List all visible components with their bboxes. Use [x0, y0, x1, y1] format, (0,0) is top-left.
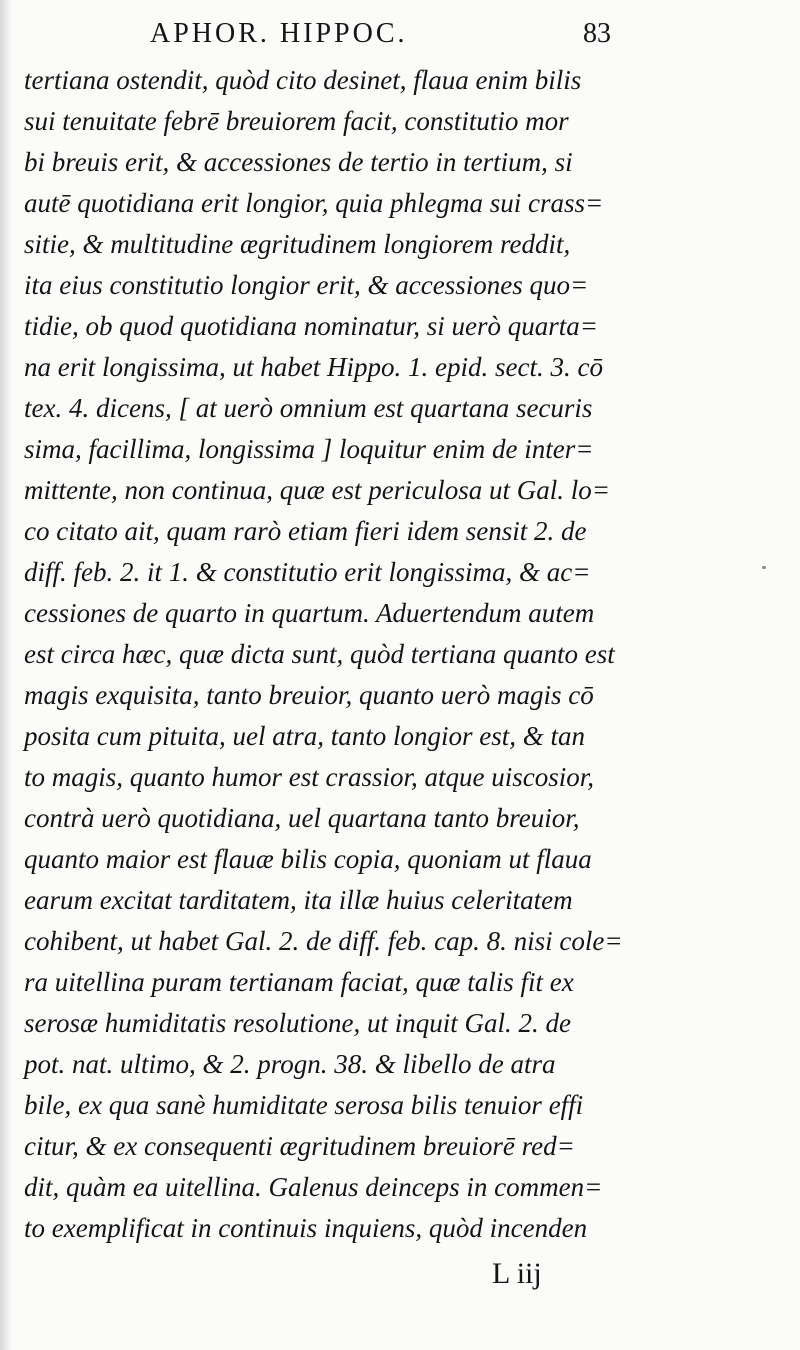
text-line: mittente, non continua, quæ est periculosa ut Gal. lo= — [24, 475, 610, 505]
text-line: serosæ humiditatis resolutione, ut inquit Gal. 2. de — [24, 1008, 572, 1038]
text-line: contrà uerò quotidiana, uel quartana tanto breuior, — [24, 803, 580, 833]
text-line: earum excitat tarditatem, ita illæ huius celeritatem — [24, 885, 573, 915]
running-head: APHOR. HIPPOC. — [150, 18, 408, 49]
text-line: posita cum pituita, uel atra, tanto longior est, & tan — [24, 721, 586, 751]
text-line: ita eius constitutio longior erit, & accessiones quo= — [24, 270, 589, 300]
text-line: cessiones de quarto in quartum. Aduertendum autem — [24, 598, 595, 628]
text-line: autē quotidiana erit longior, quia phlegma sui crass= — [24, 188, 604, 218]
text-line: sima, facillima, longissima ] loquitur enim de inter= — [24, 434, 594, 464]
text-line: bile, ex qua sanè humiditate serosa bilis tenuior effi — [24, 1090, 584, 1120]
signature-mark: L iij — [492, 1257, 542, 1290]
text-line: sui tenuitate febrē breuiorem facit, constitutio mor — [24, 106, 569, 136]
text-line: bi breuis erit, & accessiones de tertio in tertium, si — [24, 147, 573, 177]
text-line: diff. feb. 2. it 1. & constitutio erit longissima, & ac= — [24, 557, 591, 587]
text-line: ra uitellina puram tertianam faciat, quæ talis fit ex — [24, 967, 574, 997]
text-line: dit, quàm ea uitellina. Galenus deinceps in commen= — [24, 1172, 603, 1202]
text-line: na erit longissima, ut habet Hippo. 1. epid. sect. 3. cō — [24, 352, 603, 382]
text-line: sitie, & multitudine ægritudinem longiorem reddit, — [24, 229, 571, 259]
text-line: co citato ait, quam rarò etiam fieri idem sensit 2. de — [24, 516, 587, 546]
text-line: pot. nat. ultimo, & 2. progn. 38. & libello de atra — [24, 1049, 556, 1079]
text-line: to magis, quanto humor est crassior, atque uiscosior, — [24, 762, 595, 792]
text-line: quanto maior est flauæ bilis copia, quoniam ut flaua — [24, 844, 592, 874]
text-line: citur, & ex consequenti ægritudinem breuiorē red= — [24, 1131, 575, 1161]
page-gutter-shadow — [0, 0, 12, 1350]
paper-speck — [762, 566, 766, 569]
text-line: tertiana ostendit, quòd cito desinet, flaua enim bilis — [24, 65, 582, 95]
text-line: magis exquisita, tanto breuior, quanto uerò magis cō — [24, 680, 594, 710]
text-line: cohibent, ut habet Gal. 2. de diff. feb. cap. 8. nisi cole= — [24, 926, 623, 956]
text-line: est circa hæc, quæ dicta sunt, quòd tertiana quanto est — [24, 639, 615, 669]
text-line: tidie, ob quod quotidiana nominatur, si uerò quarta= — [24, 311, 598, 341]
body-text — [24, 60, 654, 1249]
text-line: tex. 4. dicens, [ at uerò omnium est quartana securis — [24, 393, 593, 423]
page-number: 83 — [583, 18, 611, 49]
text-line: to exemplificat in continuis inquiens, quòd incenden — [24, 1213, 588, 1243]
